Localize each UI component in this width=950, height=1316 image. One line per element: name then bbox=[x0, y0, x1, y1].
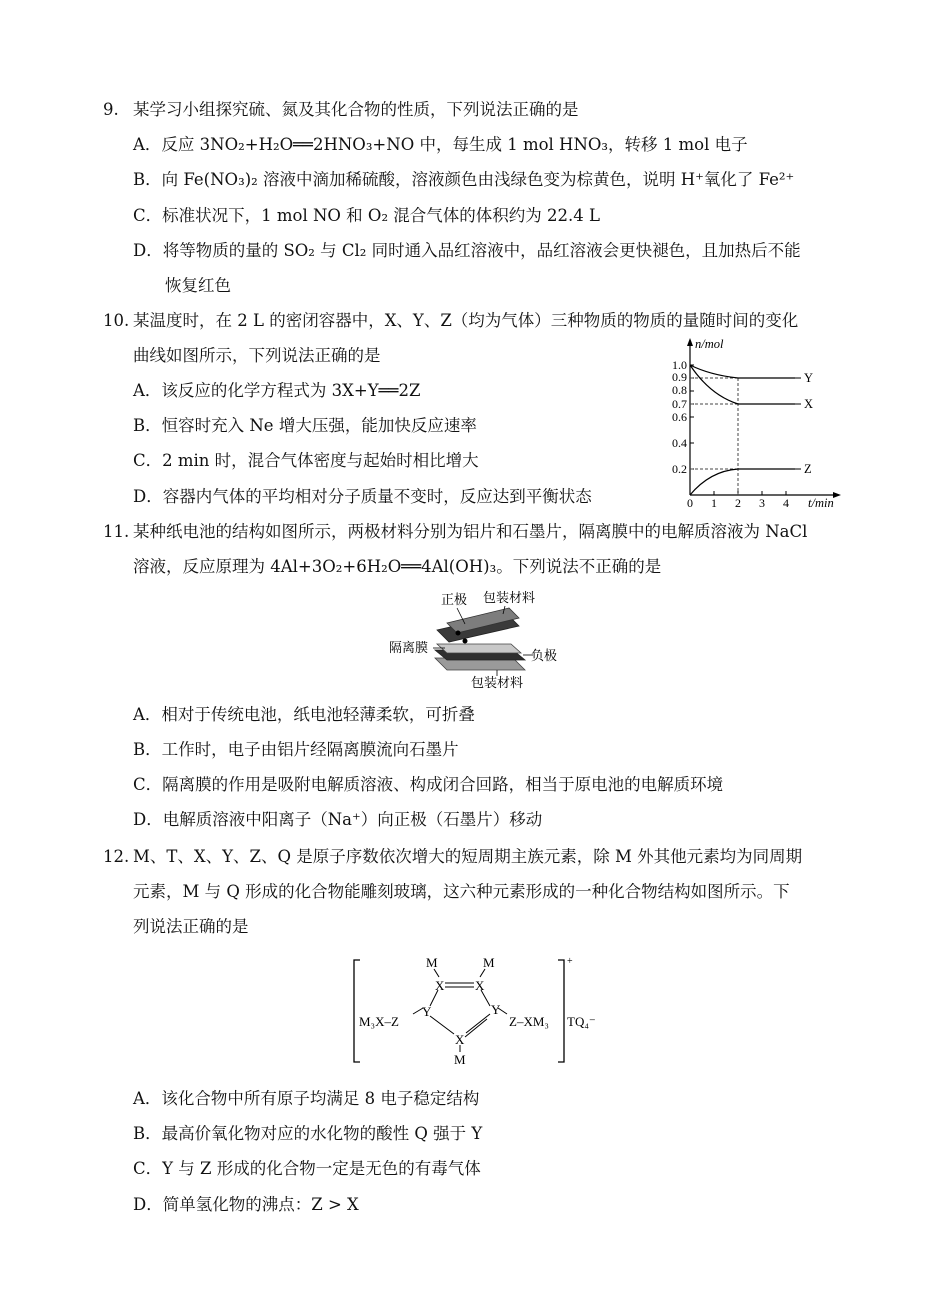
curve-label-x: X bbox=[804, 397, 814, 411]
option-d: D．将等物质的量的 SO₂ 与 Cl₂ 同时通入品红溶液中，品红溶液会更快褪色，且加热后不能 bbox=[133, 241, 801, 260]
charge-plus: + bbox=[567, 956, 573, 967]
option-c: C．Y 与 Z 形成的化合物一定是无色的有毒气体 bbox=[133, 1159, 481, 1178]
atom-y-right: Y bbox=[491, 1002, 501, 1017]
option-c: C．隔离膜的作用是吸附电解质溶液、构成闭合回路，相当于原电池的电解质环境 bbox=[133, 775, 724, 794]
option-c: C．2 min 时，混合气体密度与起始时相比增大 bbox=[133, 451, 479, 470]
option-c: C．标准状况下，1 mol NO 和 O₂ 混合气体的体积约为 22.4 L bbox=[133, 206, 600, 225]
question-stem: 某温度时，在 2 L 的密闭容器中，X、Y、Z（均为气体）三种物质的物质的量随时间的变化 bbox=[133, 311, 799, 330]
question-stem: M、T、X、Y、Z、Q 是原子序数依次增大的短周期主族元素，除 M 外其他元素均为同周期 bbox=[133, 847, 803, 866]
question-number: 10. bbox=[103, 311, 130, 330]
option-d: D．容器内气体的平均相对分子质量不变时，反应达到平衡状态 bbox=[133, 487, 592, 506]
amount-time-graph bbox=[655, 335, 850, 507]
option-a: A．相对于传统电池，纸电池轻薄柔软，可折叠 bbox=[133, 705, 475, 724]
compound-structure-diagram bbox=[350, 950, 610, 1070]
option-b: B．恒容时充入 Ne 增大压强，能加快反应速率 bbox=[133, 416, 477, 435]
anion: TQ₄⁻ bbox=[567, 1014, 596, 1029]
question-number: 11. bbox=[103, 522, 130, 541]
y-tick-label: 0.7 bbox=[672, 397, 687, 411]
y-tick-label: 0.9 bbox=[672, 370, 687, 384]
atom-m-bottom: M bbox=[454, 1052, 466, 1067]
question-stem-continued: 溶液，反应原理为 4Al+3O₂+6H₂O══4Al(OH)₃。下列说法不正确的是 bbox=[133, 557, 662, 576]
y-axis-label: n/mol bbox=[695, 337, 724, 351]
x-axis-label: t/min bbox=[808, 496, 834, 507]
label-separator: 隔离膜 bbox=[389, 640, 429, 655]
x-tick-label: 1 bbox=[711, 496, 717, 507]
option-d: D．简单氢化物的沸点：Z > X bbox=[133, 1195, 359, 1214]
atom-x-bottom: X bbox=[455, 1032, 465, 1047]
label-top-packaging: 包装材料 bbox=[483, 590, 536, 605]
option-b: B．向 Fe(NO₃)₂ 溶液中滴加稀硫酸，溶液颜色由浅绿色变为棕黄色，说明 H⁺氧化了 Fe²⁺ bbox=[133, 170, 795, 189]
x-tick-label: 2 bbox=[735, 496, 741, 507]
y-tick-label: 0.4 bbox=[672, 436, 687, 450]
atom-m-top-right: M bbox=[483, 955, 495, 970]
question-stem-continued: 列说法正确的是 bbox=[133, 917, 249, 936]
question-number: 9. bbox=[103, 100, 119, 119]
label-positive-electrode: 正极 bbox=[441, 592, 468, 607]
y-tick-label: 0.8 bbox=[672, 383, 687, 397]
question-stem: 某学习小组探究硫、氮及其化合物的性质，下列说法正确的是 bbox=[133, 100, 579, 119]
paper-battery-diagram bbox=[385, 590, 565, 690]
y-tick-label: 1.0 bbox=[672, 358, 687, 372]
x-tick-label: 3 bbox=[759, 496, 765, 507]
option-d-continued: 恢复红色 bbox=[165, 276, 231, 295]
question-stem-continued: 曲线如图所示，下列说法正确的是 bbox=[133, 346, 381, 365]
option-a: A．该反应的化学方程式为 3X+Y══2Z bbox=[133, 381, 421, 400]
option-a: A．反应 3NO₂+H₂O══2HNO₃+NO 中，每生成 1 mol HNO₃，转移 1 mol 电子 bbox=[133, 135, 748, 154]
question-number: 12. bbox=[103, 847, 130, 866]
option-d: D．电解质溶液中阳离子（Na⁺）向正极（石墨片）移动 bbox=[133, 810, 543, 829]
curve-label-y: Y bbox=[804, 371, 814, 385]
atom-y-left: Y bbox=[422, 1004, 432, 1019]
question-stem-continued: 元素，M 与 Q 形成的化合物能雕刻玻璃，这六种元素形成的一种化合物结构如图所示。下 bbox=[133, 882, 790, 901]
atom-m-top-left: M bbox=[426, 955, 438, 970]
atom-x-top-left: X bbox=[435, 978, 445, 993]
y-tick-label: 0.6 bbox=[672, 410, 687, 424]
question-stem: 某种纸电池的结构如图所示，两极材料分别为铝片和石墨片，隔离膜中的电解质溶液为 NaCl bbox=[133, 522, 808, 541]
label-negative-electrode: 负极 bbox=[531, 648, 558, 663]
x-tick-label: 4 bbox=[783, 496, 789, 507]
label-bottom-packaging: 包装材料 bbox=[471, 675, 524, 690]
x-tick-label: 0 bbox=[687, 496, 693, 507]
option-b: B．最高价氧化物对应的水化物的酸性 Q 强于 Y bbox=[133, 1124, 483, 1143]
group-left: M₃X–Z bbox=[359, 1014, 399, 1029]
curve-label-z: Z bbox=[804, 462, 812, 476]
option-b: B．工作时，电子由铝片经隔离膜流向石墨片 bbox=[133, 740, 459, 759]
group-right: Z–XM₃ bbox=[509, 1014, 549, 1029]
y-tick-label: 0.2 bbox=[672, 462, 687, 476]
atom-x-top-right: X bbox=[475, 978, 485, 993]
option-a: A．该化合物中所有原子均满足 8 电子稳定结构 bbox=[133, 1089, 480, 1108]
